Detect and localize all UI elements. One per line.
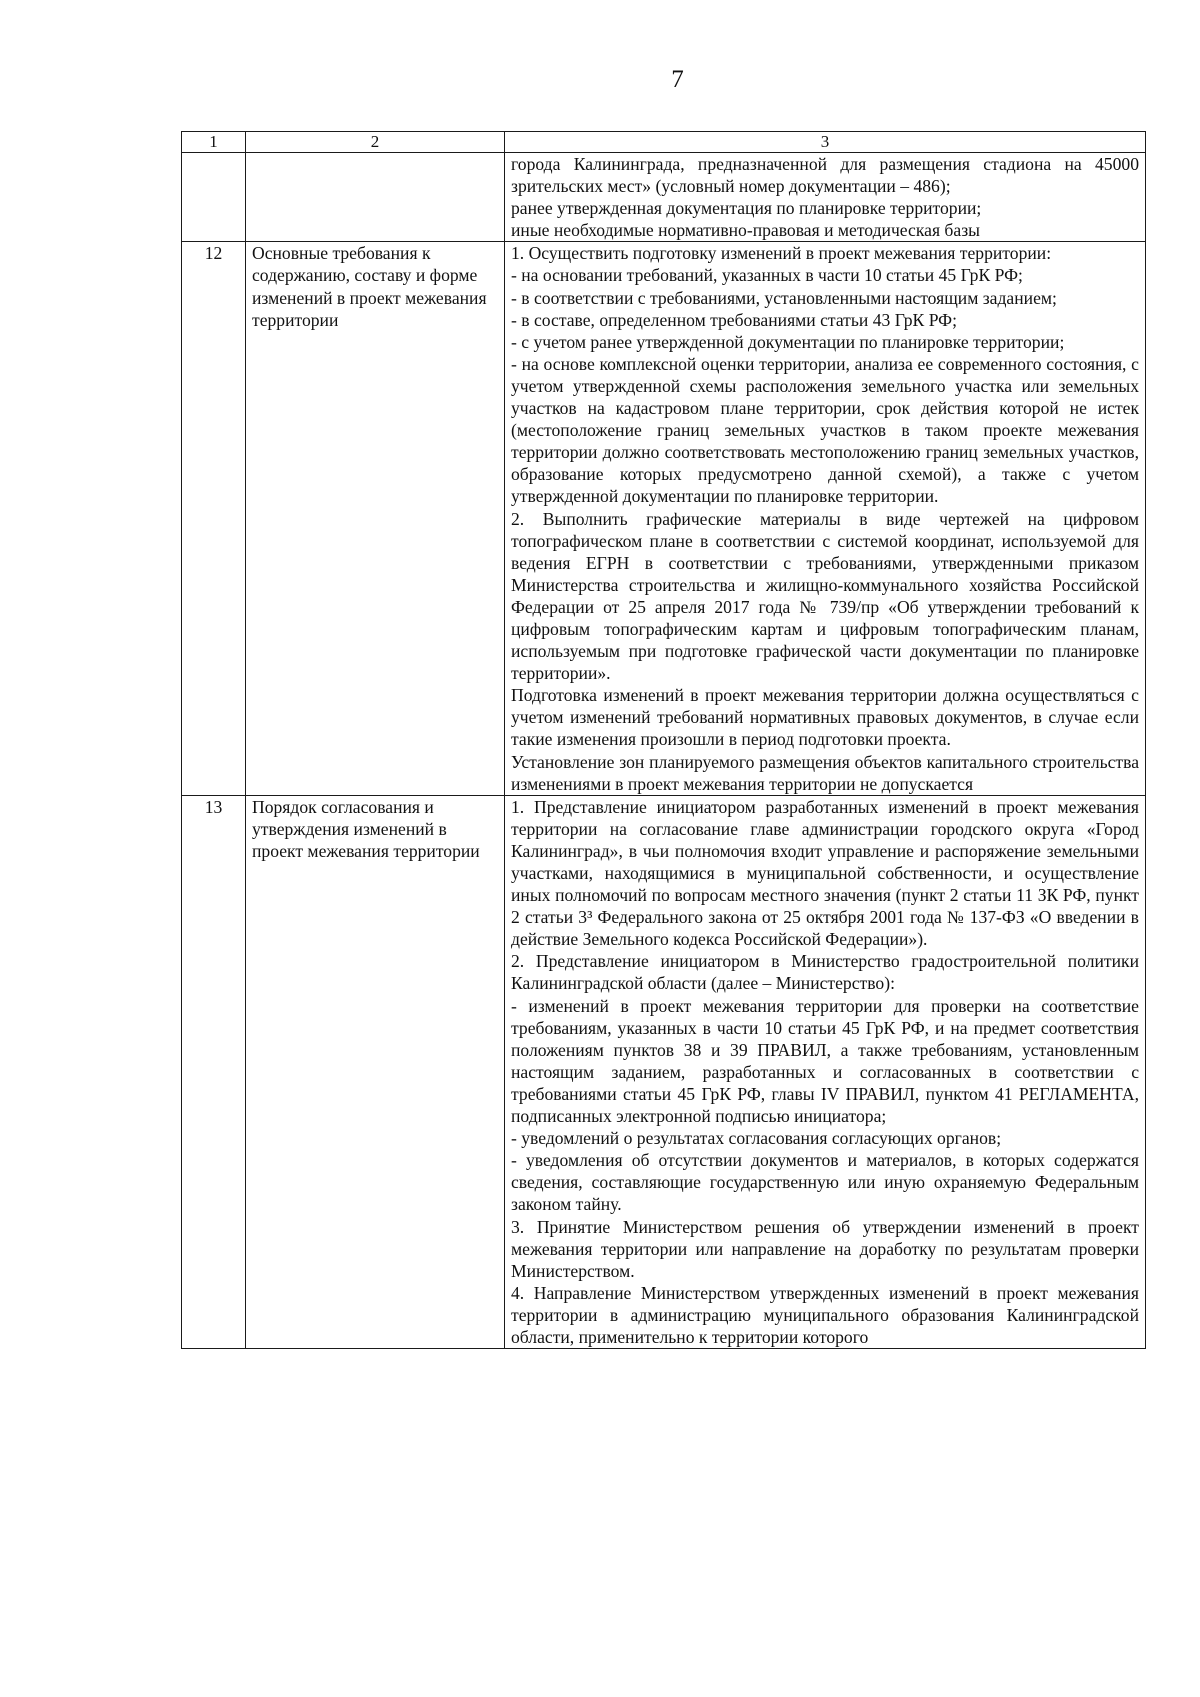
requirements-table xyxy=(181,131,1146,1349)
row-title: Основные требования к содержанию, составу и форме изменений в проект межевания территории xyxy=(246,242,505,795)
row-number-empty xyxy=(182,153,246,242)
content-paragraph: Подготовка изменений в проект межевания территории должна осуществляться с учетом изменений требований нормативных правовых документов, в случае если такие изменения произошли в период подготовки проекта. xyxy=(511,685,1139,750)
content-paragraph: 1. Представление инициатором разработанных изменений в проект межевания территории на согласование главе администрации городского округа «Город Калининград», в чьи полномочия входит управление и распоряжение земельными участками, находящимися в муниципальной собственности, и осуществление иных полномочий по вопросам местного значения (пункт 2 статьи 11 ЗК РФ, пункт 2 статьи 3³ Федерального закона от 25 октября 2001 года № 137-ФЗ «О введении в действие Земельного кодекса Российской Федерации»). xyxy=(511,796,1139,950)
row-content xyxy=(505,242,1146,795)
content-paragraph: - уведомления об отсутствии документов и материалов, в которых содержатся сведения, составляющие государственную или иную охраняемую Федеральным законом тайну. xyxy=(511,1150,1139,1215)
content-paragraph: - в составе, определенном требованиями статьи 43 ГрК РФ; xyxy=(511,309,957,330)
continuation-paragraph: города Калининграда, предназначенной для размещения стадиона на 45000 зрительских мест» (условный номер документации – 486); xyxy=(511,154,1139,197)
continuation-content xyxy=(505,153,1146,242)
column-header-2: 2 xyxy=(246,132,505,153)
table-row-continuation xyxy=(182,153,1146,242)
content-paragraph: 2. Представление инициатором в Министерство градостроительной политики Калининградской области (далее – Министерство): xyxy=(511,951,1139,994)
table-row-12 xyxy=(182,242,1146,795)
content-paragraph: 2. Выполнить графические материалы в виде чертежей на цифровом топографическом плане в соответствии с системой координат, используемой для ведения ЕГРН в соответствии с требованиями, утвержденными приказом Министерства строительства и жилищно-коммунального хозяйства Российской Федерации от 25 апреля 2017 года № 739/пр «Об утверждении требований к цифровым топографическим картам и цифровым топографическим планам, используемым при подготовке графической части документации по планировке территории». xyxy=(511,508,1139,684)
table-row-13 xyxy=(182,795,1146,1348)
row-title: Порядок согласования и утверждения изменений в проект межевания территории xyxy=(246,795,505,1348)
row-number: 12 xyxy=(182,242,246,795)
content-paragraph: 1. Осуществить подготовку изменений в проект межевания территории: xyxy=(511,243,1052,264)
row-title-empty xyxy=(246,153,505,242)
content-paragraph: - на основе комплексной оценки территории, анализа ее современного состояния, с учетом утвержденной схемы расположения земельного участка или земельных участков на кадастровом плане территории, срок действия которой не истек (местоположение границ земельных участков в таком проекте межевания территории должно соответствовать местоположению границ земельных участков, образование которых предусмотрено данной схемой), а также с учетом утвержденной документации по планировке территории. xyxy=(511,353,1139,507)
content-paragraph: 4. Направление Министерством утвержденных изменений в проект межевания территории в администрацию муниципального образования Калининградской области, применительно к территории которого xyxy=(511,1282,1139,1347)
table-header-row xyxy=(182,132,1146,153)
continuation-paragraph: иные необходимые нормативно-правовая и методическая базы xyxy=(511,220,980,241)
column-header-3: 3 xyxy=(505,132,1146,153)
content-paragraph: - уведомлений о результатах согласования согласующих органов; xyxy=(511,1128,1002,1149)
content-paragraph: 3. Принятие Министерством решения об утверждении изменений в проект межевания территории или направление на доработку по результатам проверки Министерством. xyxy=(511,1216,1139,1281)
content-paragraph: - на основании требований, указанных в части 10 статьи 45 ГрК РФ; xyxy=(511,265,1023,286)
column-header-1: 1 xyxy=(182,132,246,153)
row-content xyxy=(505,795,1146,1348)
page-number: 7 xyxy=(671,66,684,93)
content-paragraph: - с учетом ранее утвержденной документации по планировке территории; xyxy=(511,331,1065,352)
content-paragraph: - изменений в проект межевания территории для проверки на соответствие требованиям, указанных в части 10 статьи 45 ГрК РФ, и на предмет соответствия положениям пунктов 38 и 39 ПРАВИЛ, а также требованиям, установленным настоящим заданием, разработанных и согласованных в соответствии с требованиями статьи 45 ГрК РФ, главы IV ПРАВИЛ, пунктом 41 РЕГЛАМЕНТА, подписанных электронной подписью инициатора; xyxy=(511,995,1139,1127)
row-number: 13 xyxy=(182,795,246,1348)
content-paragraph: - в соответствии с требованиями, установленными настоящим заданием; xyxy=(511,287,1057,308)
continuation-paragraph: ранее утвержденная документация по планировке территории; xyxy=(511,198,982,219)
content-paragraph: Установление зон планируемого размещения объектов капитального строительства изменениями в проект межевания территории не допускается xyxy=(511,751,1139,794)
